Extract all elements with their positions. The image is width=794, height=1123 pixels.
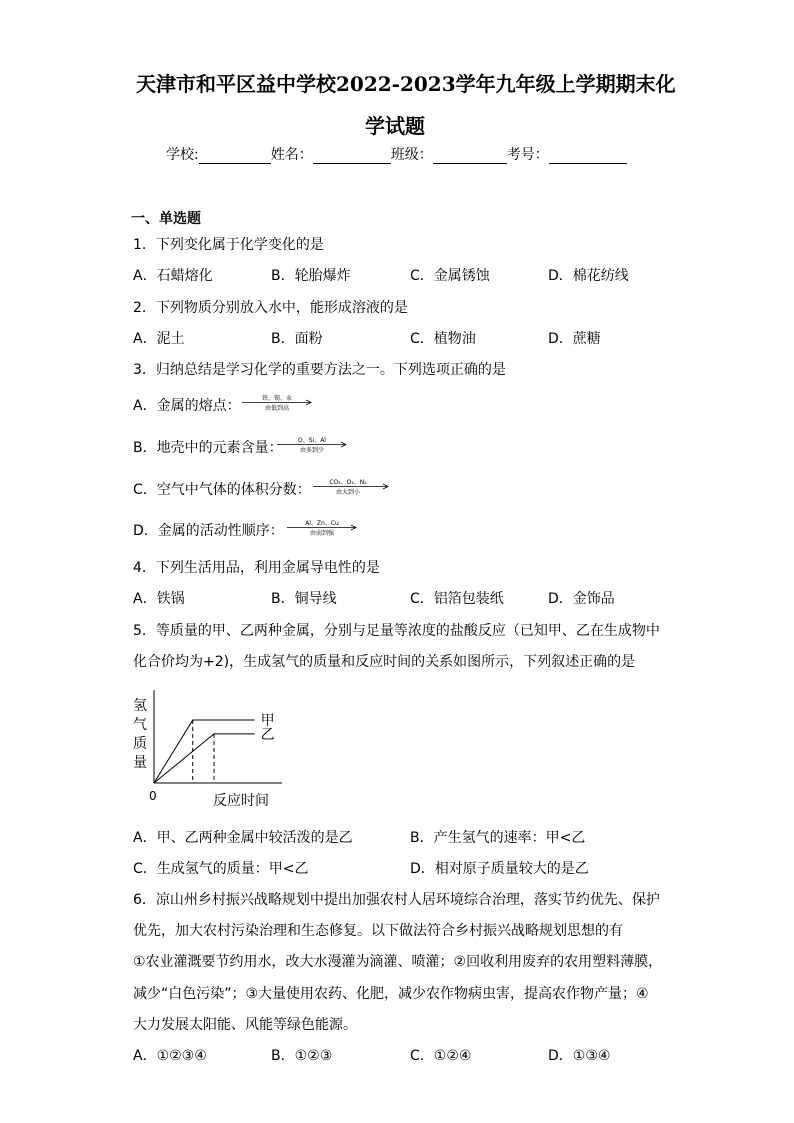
class-label: 班级： <box>390 147 433 163</box>
school-field[interactable] <box>199 149 271 164</box>
q2-option-d[interactable]: D．蔗糖 <box>548 331 601 347</box>
q1-option-b[interactable]: B．轮胎爆炸 <box>271 268 351 284</box>
q3-option-b[interactable] <box>133 437 283 457</box>
q3-b-scale-arrow <box>275 435 349 455</box>
class-field[interactable] <box>433 149 507 164</box>
q3-option-a-label: A．金属的熔点： <box>133 398 241 414</box>
x-axis-label: 反应时间 <box>213 793 269 809</box>
section-heading: 一、单选题 <box>131 211 201 227</box>
q4-option-c[interactable]: C．铝箔包装纸 <box>410 591 504 607</box>
q5-option-b[interactable]: B．产生氢气的速率：甲<乙 <box>410 830 586 846</box>
exam-no-label: 考号： <box>506 147 549 163</box>
question-5-stem-line2: 化合价均为+2)，生成氢气的质量和反应时间的关系如图所示，下列叙述正确的是 <box>133 654 636 670</box>
q4-option-d[interactable]: D．金饰品 <box>548 591 615 607</box>
question-6-stem-line4: 减少“白色污染”；③大量使用农药、化肥，减少农作物病虫害，提高农作物产量；④ <box>133 986 649 1002</box>
question-3-stem: 3．归纳总结是学习化学的重要方法之一。下列选项正确的是 <box>133 362 506 378</box>
hydrogen-mass-chart <box>130 688 290 813</box>
series-label-jia: 甲 <box>260 713 275 730</box>
question-6-stem-line1: 6．凉山州乡村振兴战略规划中提出加强农村人居环境综合治理，落实节约优先、保护 <box>133 892 660 908</box>
series-label-yi: 乙 <box>260 726 275 743</box>
q1-option-a[interactable]: A．石蜡熔化 <box>133 268 213 284</box>
q3-a-scale-top: 铁、锡、汞 <box>261 395 292 402</box>
q6-option-a[interactable]: A．①②③④ <box>133 1048 207 1064</box>
q5-option-c[interactable]: C．生成氢气的质量：甲<乙 <box>133 861 309 877</box>
q3-b-scale-bottom: 由多到少 <box>299 447 324 454</box>
question-6-stem-line5: 大力发展太阳能、风能等绿色能源。 <box>133 1017 357 1033</box>
name-field[interactable] <box>313 149 391 164</box>
q3-option-d[interactable] <box>133 520 284 540</box>
q4-option-b[interactable]: B．铜导线 <box>271 591 337 607</box>
q1-option-d[interactable]: D．棉花纺线 <box>548 268 629 284</box>
q3-option-a[interactable] <box>133 395 241 415</box>
q3-b-scale-top: O、Si、Al <box>298 437 326 444</box>
q3-d-scale-top: Al、Zn、Cu <box>305 520 339 527</box>
y-axis-label-char: 氢 <box>133 698 147 714</box>
q3-option-c-label: C．空气中气体的体积分数： <box>133 482 311 498</box>
q2-option-b[interactable]: B．面粉 <box>271 331 323 347</box>
q3-c-scale-top: CO₂、O₂、N₂ <box>329 479 367 486</box>
series-line-jia <box>154 720 255 783</box>
q3-option-d-label: D．金属的活动性顺序： <box>133 523 284 539</box>
y-axis-label-char: 量 <box>133 755 147 771</box>
q6-option-d[interactable]: D．①③④ <box>548 1048 611 1064</box>
exam-no-field[interactable] <box>549 149 627 164</box>
page-title-line1: 天津市和平区益中学校2022-2023学年九年级上学期期末化 <box>136 72 676 96</box>
question-6-stem-line2: 优先，加大农村污染治理和生态修复。以下做法符合乡村振兴战略规划思想的有 <box>133 923 623 939</box>
q4-option-a[interactable]: A．铁锅 <box>133 591 185 607</box>
q3-option-c[interactable] <box>133 479 311 499</box>
q1-option-c[interactable]: C．金属锈蚀 <box>410 268 490 284</box>
q6-option-b[interactable]: B．①②③ <box>271 1048 333 1064</box>
q3-d-scale-arrow <box>285 518 359 538</box>
question-4-stem: 4．下列生活用品，利用金属导电性的是 <box>133 560 380 576</box>
q6-option-c[interactable]: C．①②④ <box>410 1048 472 1064</box>
q2-option-a[interactable]: A．泥土 <box>133 331 185 347</box>
y-axis-label-char: 质 <box>133 736 147 752</box>
q2-option-c[interactable]: C．植物油 <box>410 331 476 347</box>
page-title-line2: 学试题 <box>365 114 425 138</box>
name-label: 姓名： <box>270 147 313 163</box>
q3-option-b-label: B．地壳中的元素含量： <box>133 440 283 456</box>
student-info-row <box>166 144 627 164</box>
question-1-stem: 1．下列变化属于化学变化的是 <box>133 237 324 253</box>
school-label: 学校: <box>166 147 199 163</box>
question-2-stem: 2．下列物质分别放入水中，能形成溶液的是 <box>133 300 408 316</box>
question-5-stem-line1: 5．等质量的甲、乙两种金属，分别与足量等浓度的盐酸反应（已知甲、乙在生成物中 <box>133 623 660 639</box>
q3-a-scale-arrow <box>240 393 314 413</box>
q3-c-scale-arrow <box>311 477 391 497</box>
origin-label: 0 <box>149 789 157 803</box>
q3-a-scale-bottom: 由低到高 <box>264 405 289 412</box>
q5-option-a[interactable]: A．甲、乙两种金属中较活泼的是乙 <box>133 830 353 846</box>
q3-c-scale-bottom: 由大到小 <box>335 489 360 496</box>
q5-option-d[interactable]: D．相对原子质量较大的是乙 <box>410 861 589 877</box>
q3-d-scale-bottom: 由弱到强 <box>309 530 334 537</box>
question-6-stem-line3: ①农业灌溉要节约用水，改大水漫灌为滴灌、喷灌；②回收利用废弃的农用塑料薄膜， <box>133 954 663 970</box>
y-axis-label-char: 气 <box>133 717 147 733</box>
